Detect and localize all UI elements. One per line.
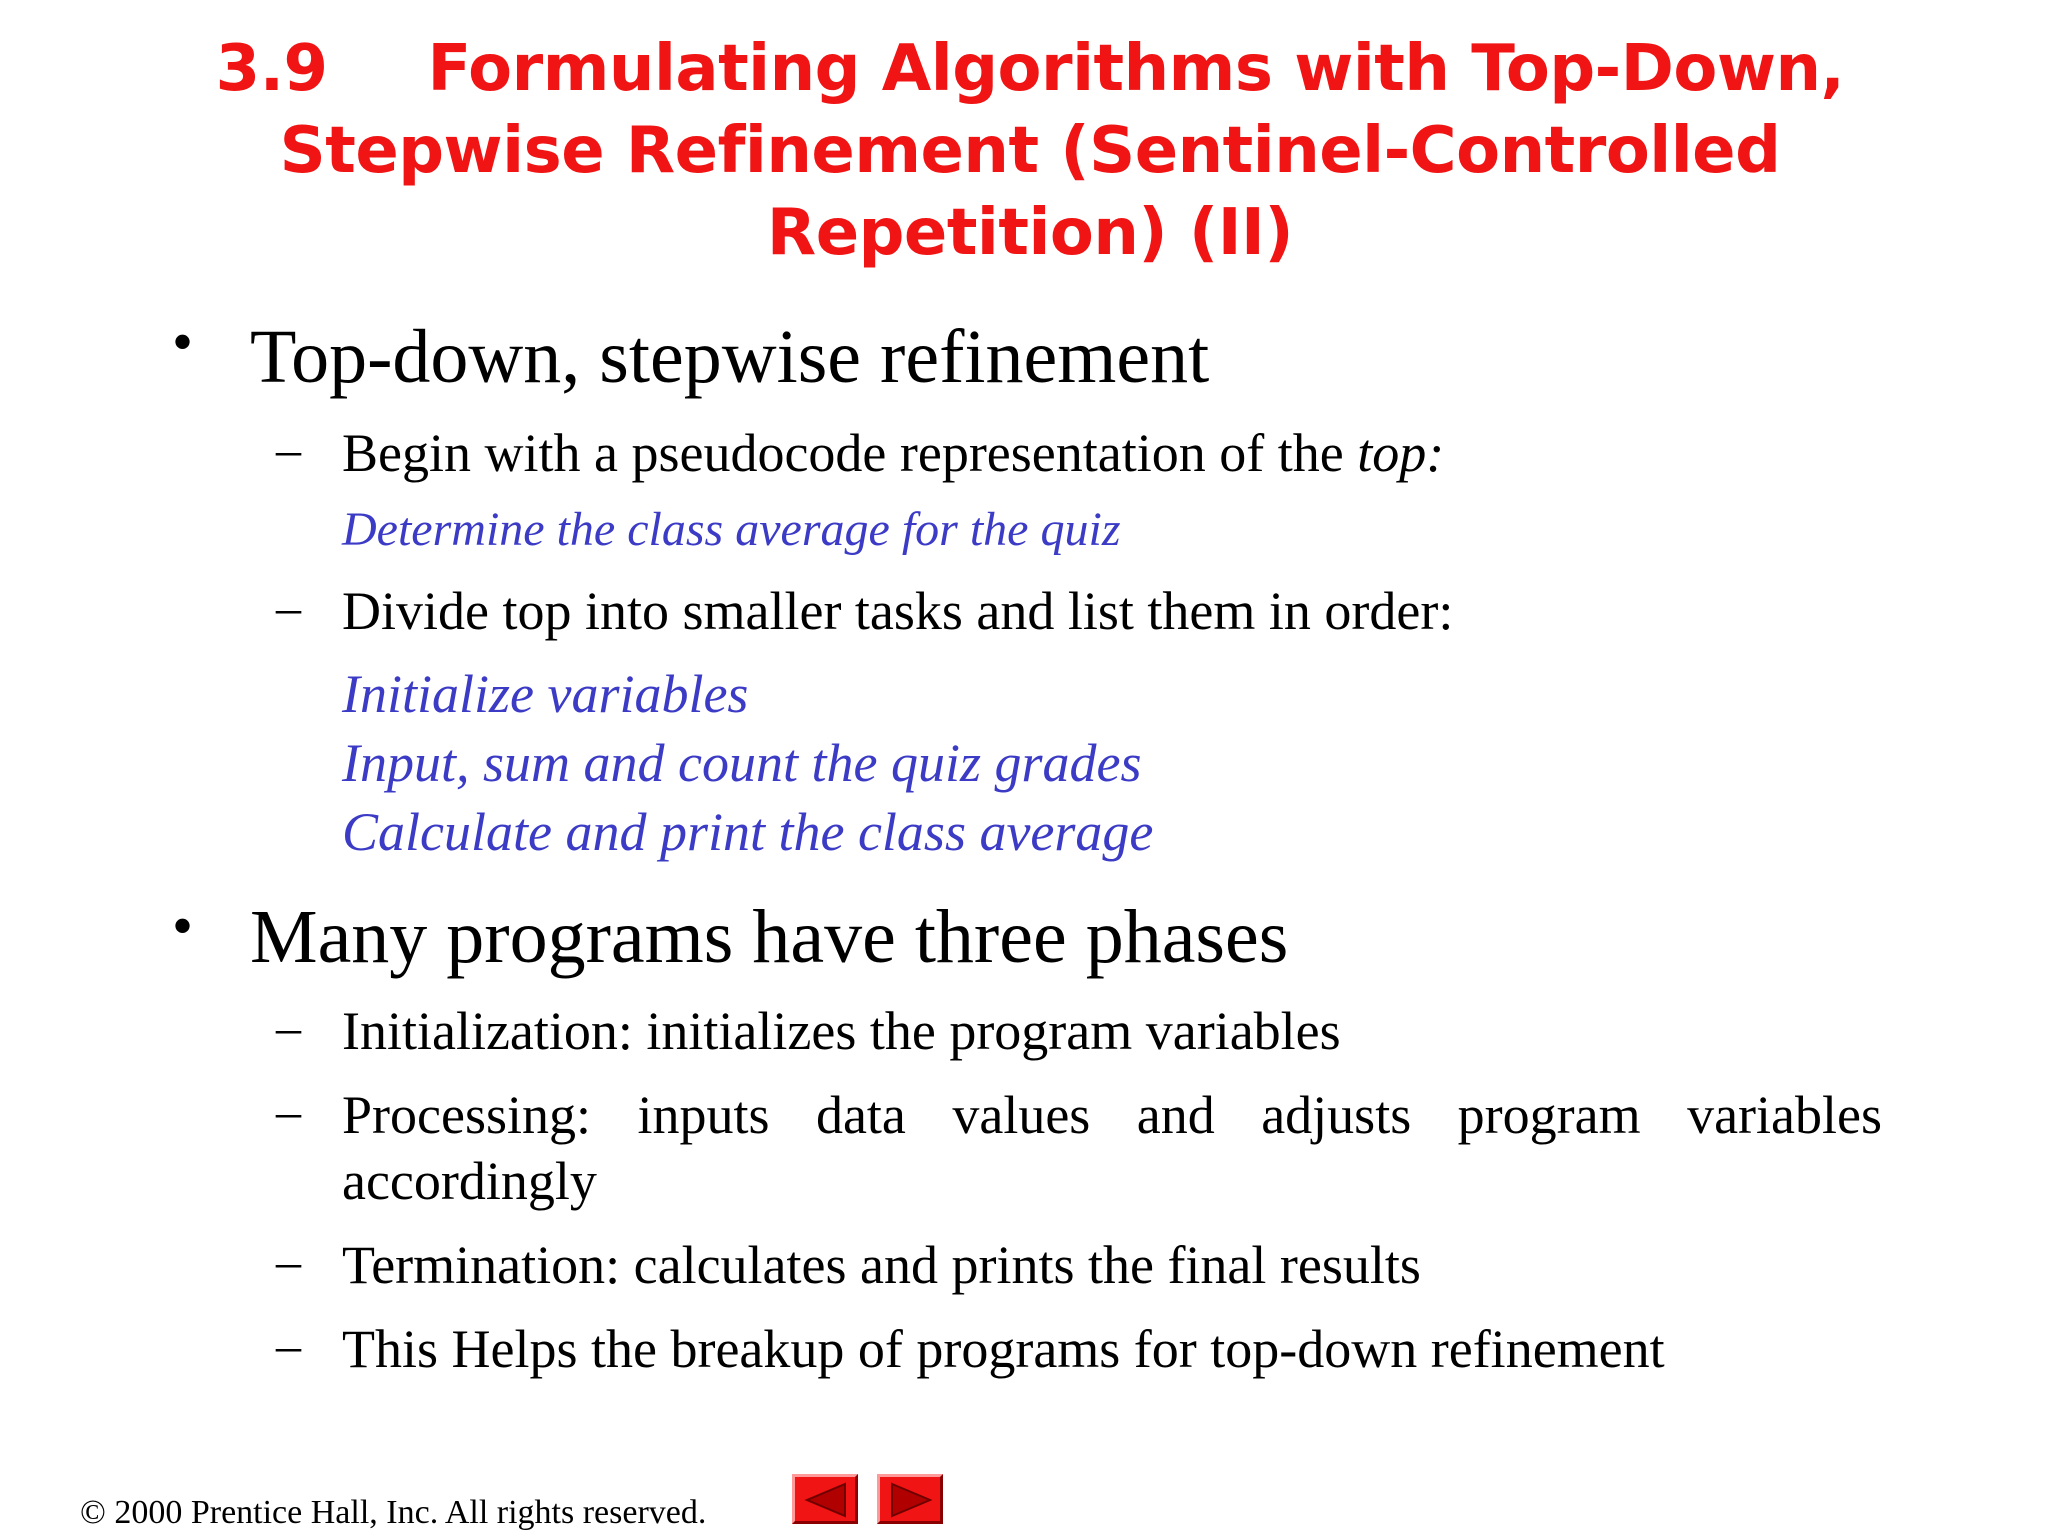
sub-item-1-italic: top: xyxy=(1357,423,1445,483)
pseudocode-task-3: Calculate and print the class average xyxy=(342,802,1154,862)
pseudocode-task-2: Input, sum and count the quiz grades xyxy=(342,733,1142,793)
sub-item-1 xyxy=(342,420,1444,486)
sub-item-5: Termination: calculates and prints the final results xyxy=(342,1235,1421,1295)
sub-item-2: Divide top into smaller tasks and list them in order: xyxy=(342,581,1454,641)
title-line-2: Stepwise Refinement (Sentinel-Controlled xyxy=(279,114,1781,188)
dash-1: – xyxy=(276,421,301,477)
sub-item-1-text: Begin with a pseudocode representation of the xyxy=(342,423,1358,483)
title-text-1: Formulating Algorithms with Top-Down, xyxy=(427,32,1845,106)
copyright-text: 2000 Prentice Hall, Inc. All rights reserved. xyxy=(114,1494,707,1531)
title-line-1 xyxy=(180,28,1880,110)
pseudocode-task-1: Initialize variables xyxy=(342,664,749,724)
sub-item-3: Initialization: initializes the program variables xyxy=(342,1001,1341,1061)
copyright-footer xyxy=(80,1493,706,1533)
dash-3: – xyxy=(276,999,301,1055)
bullet-dot-2: • xyxy=(172,893,194,959)
slide-title xyxy=(180,28,1880,274)
pseudocode-top: Determine the class average for the quiz xyxy=(342,503,1121,556)
sub-item-6: This Helps the breakup of programs for top-down refinement xyxy=(342,1319,1665,1379)
sub-item-4: Processing: inputs data values and adjusts program variables accordingly xyxy=(342,1085,1882,1211)
copyright-symbol: © xyxy=(80,1494,106,1531)
dash-2: – xyxy=(276,579,301,635)
next-slide-button[interactable] xyxy=(877,1474,943,1524)
section-number: 3.9 xyxy=(215,32,328,106)
right-triangle-icon xyxy=(888,1482,934,1518)
dash-4: – xyxy=(276,1083,301,1139)
bullet-2: Many programs have three phases xyxy=(250,895,1289,979)
left-triangle-icon xyxy=(803,1482,849,1518)
title-line-3: Repetition) (II) xyxy=(766,196,1294,270)
bullet-1: Top-down, stepwise refinement xyxy=(250,315,1210,399)
previous-slide-button[interactable] xyxy=(792,1474,858,1524)
dash-5: – xyxy=(276,1233,301,1289)
bullet-dot-1: • xyxy=(172,309,194,375)
dash-6: – xyxy=(276,1317,301,1373)
